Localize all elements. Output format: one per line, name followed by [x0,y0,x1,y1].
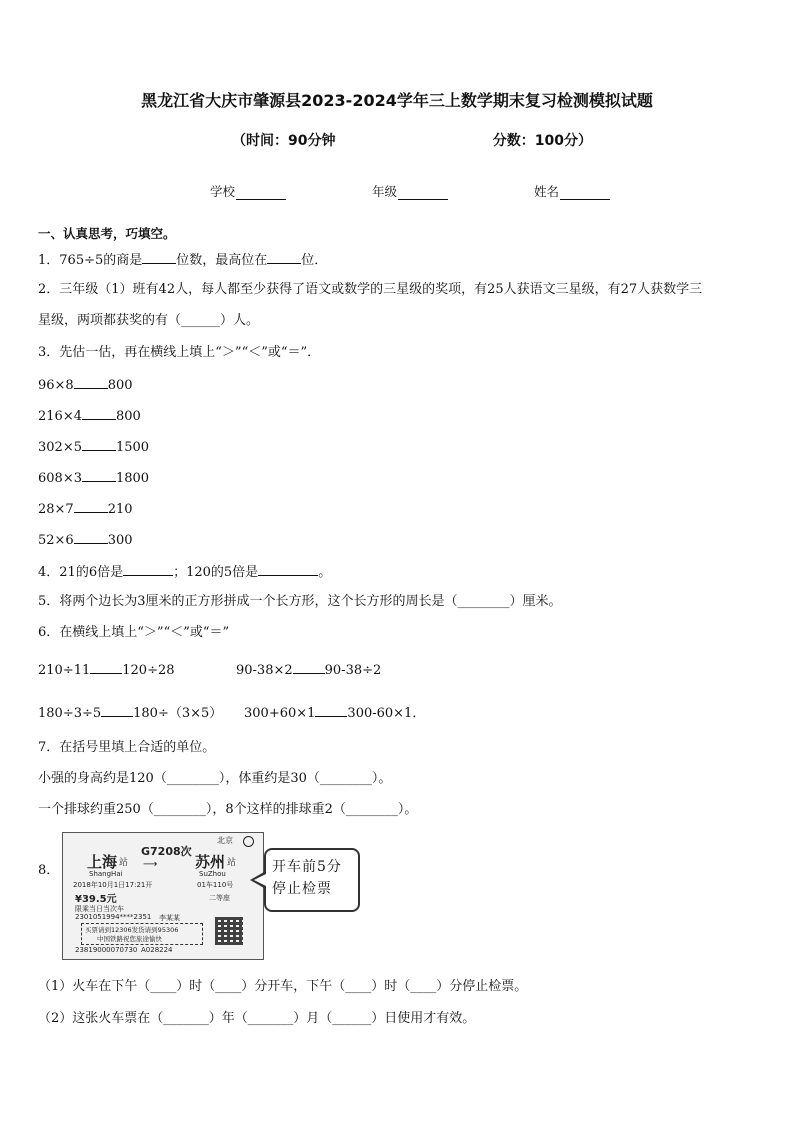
ticket-dest-tag: 北京 [217,836,233,845]
answer-blank[interactable] [142,251,176,264]
ticket-hotline: 买票请到12306发货请到95306 [85,926,179,934]
ticket-passenger: 李某某 [159,914,180,922]
answer-blank[interactable] [90,661,122,674]
answer-blank[interactable] [315,704,347,717]
question-5: 5．将两个边长为3厘米的正方形拼成一个长方形，这个长方形的周长是（________）厘米。 [38,594,562,609]
ticket-seat: 01车110号 [197,881,234,889]
question-7-line-2: 一个排球约重250（________），8个这样的排球重2（________）。 [38,802,418,817]
answer-blank[interactable] [82,407,116,420]
time-limit: （时间：90分钟 [232,133,336,149]
answer-blank[interactable] [258,563,318,576]
ticket-to: 苏州 [195,853,226,871]
ticket-train-no: G7208次 [141,845,192,858]
estimate-item: 28×7 210 [38,502,133,517]
question-1: 1．765÷5的商是 位数，最高位在 位． [38,253,328,268]
estimate-item: 96×8 800 [38,378,133,393]
compare-item: 300+60×1 300-60×1． [244,706,426,721]
answer-blank[interactable] [74,500,108,513]
name-blank[interactable] [560,187,610,200]
speech-bubble [264,848,360,912]
question-8-part-1: （1）火车在下午（____）时（____）分开车，下午（____）时（____）分停止检票。 [38,979,528,994]
ticket-id: 2301051994****2351 [75,913,152,921]
school-field[interactable]: 学校 [210,182,286,200]
ticket-code: A028224 [141,946,173,954]
estimate-item: 608×3 1800 [38,471,150,486]
arrow-icon: ⟶ [143,859,158,870]
train-ticket-image: 北京 上海 站 G7208次 ⟶ 苏州 站 ShangHai SuZhou 2018年10月1日17:21开 01车110号 ¥39.5元 二等座 限乘当日当次车 2301051994****2351 李某某 买票请到12306发货请到95306 中国铁路祝您旅途愉快 23819000070730 A028224 [62,832,264,960]
answer-blank[interactable] [82,438,116,451]
ticket-slogan: 中国铁路祝您旅途愉快 [97,935,162,943]
answer-blank[interactable] [74,531,108,544]
question-7-line-1: 小强的身高约是120（________），体重约是30（________）。 [38,771,392,786]
question-8-part-2: （2）这张火车票在（_______）年（_______）月（______）日使用才有效。 [38,1011,476,1026]
qr-code-icon [215,917,243,945]
ticket-from-pinyin: ShangHai [89,870,123,878]
answer-blank[interactable] [101,704,133,717]
name-field[interactable]: 姓名 [534,182,610,200]
question-3-stem: 3．先估一估，再在横线上填上“＞”“＜”或“＝”． [38,345,321,360]
ticket-from: 上海 [87,853,118,871]
exam-title: 黑龙江省大庆市肇源县2023-2024学年三上数学期末复习检测模拟试题 [141,91,653,110]
answer-blank[interactable] [267,251,301,264]
question-6-stem: 6．在横线上填上“＞”“＜”或“＝” [38,625,230,640]
exam-subtitle [232,130,592,150]
question-8-number: 8． [38,863,60,878]
ticket-note: 限乘当日当次车 [75,905,124,913]
total-score: 分数：100分） [492,133,592,149]
estimate-item: 216×4 800 [38,409,141,424]
grade-field[interactable]: 年级 [372,182,448,200]
question-2-line-1: 2．三年级（1）班有42人，每人都至少获得了语文或数学的三星级的奖项，有25人获语文三星级，有27人获数学三 [38,282,703,297]
school-blank[interactable] [236,187,286,200]
ticket-serial: 23819000070730 [75,946,138,954]
callout-line-2: 停止检票 [272,881,332,897]
answer-blank[interactable] [293,661,325,674]
ticket-date: 2018年10月1日17:21开 [73,881,153,889]
compare-item: 180÷3÷5 180÷（3×5） [38,706,223,721]
question-7-stem: 7．在括号里填上合适的单位。 [38,740,216,755]
answer-blank[interactable] [82,469,116,482]
grade-blank[interactable] [398,187,448,200]
answer-blank[interactable] [74,376,108,389]
stamp-icon [243,836,254,847]
question-2-line-2: 星级，两项都获奖的有（______）人。 [38,313,260,328]
estimate-item: 302×5 1500 [38,440,150,455]
section-heading: 一、认真思考，巧填空。 [38,226,176,241]
callout-line-1: 开车前5分 [272,859,342,875]
compare-item: 90-38×2 90-38÷2 [236,663,382,678]
ticket-class: 二等座 [209,894,230,902]
ticket-to-pinyin: SuZhou [199,870,226,878]
question-4: 4．21的6倍是 ；120的5倍是 。 [38,565,332,580]
answer-blank[interactable] [123,563,173,576]
estimate-item: 52×6 300 [38,533,133,548]
student-info-fields [210,182,610,200]
compare-item: 210÷11 120÷28 [38,663,175,678]
ticket-price: ¥39.5元 [75,894,117,905]
